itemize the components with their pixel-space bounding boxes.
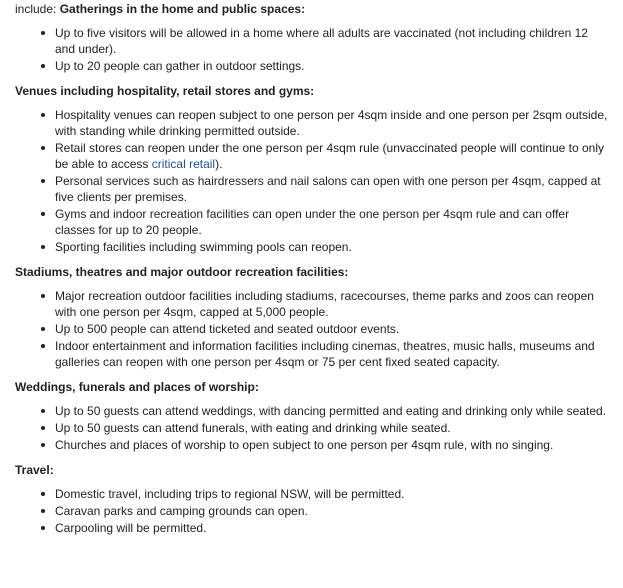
stadiums-heading: Stadiums, theatres and major outdoor recreation facilities: xyxy=(15,265,349,279)
list-item: Churches and places of worship to open subject to one person per 4sqm rule, with no singing. xyxy=(55,437,609,453)
critical-retail-link[interactable]: critical retail xyxy=(151,157,216,171)
list-item: Personal services such as hairdressers and nail salons can open with one person per 4sqm, capped at five clients per premises. xyxy=(55,173,609,205)
list-item: Gyms and indoor recreation facilities can open under the one person per 4sqm rule and can offer classes for up to 20 people. xyxy=(55,206,609,238)
venues-list xyxy=(15,107,609,255)
intro-line xyxy=(15,0,609,17)
list-item: Sporting facilities including swimming pools can reopen. xyxy=(55,239,609,255)
weddings-list xyxy=(15,403,609,453)
list-item: Up to 50 guests can attend funerals, with eating and drinking while seated. xyxy=(55,420,609,436)
list-item xyxy=(55,140,609,172)
list-item: Hospitality venues can reopen subject to one person per 4sqm inside and one person per 2sqm outside, with standing while drinking permitted outside. xyxy=(55,108,608,138)
gatherings-heading: Gatherings in the home and public spaces: xyxy=(59,2,306,16)
list-item: Indoor entertainment and information facilities including cinemas, theatres, music halls, museums and galleries can reopen with one person per 4sqm or 75 per cent fixed seated capacity. xyxy=(55,338,609,370)
list-item: Caravan parks and camping grounds can open. xyxy=(55,503,609,519)
gatherings-list xyxy=(15,25,609,74)
list-item: Major recreation outdoor facilities including stadiums, racecourses, theme parks and zoos can reopen with one person per 4sqm, capped at 5,000 people. xyxy=(55,288,609,320)
list-item: Up to 20 people can gather in outdoor settings. xyxy=(55,58,609,74)
intro-prefix: include: xyxy=(15,2,60,16)
list-item: Up to 50 guests can attend weddings, with dancing permitted and eating and drinking only while seated. xyxy=(55,403,609,419)
travel-list xyxy=(15,486,609,536)
list-item: Carpooling will be permitted. xyxy=(55,520,609,536)
travel-heading: Travel: xyxy=(15,463,54,477)
list-item: Domestic travel, including trips to regional NSW, will be permitted. xyxy=(55,486,609,502)
stadiums-list xyxy=(15,288,609,370)
list-item: Up to 500 people can attend ticketed and seated outdoor events. xyxy=(55,321,609,337)
weddings-heading: Weddings, funerals and places of worship: xyxy=(15,380,259,394)
list-item: Up to five visitors will be allowed in a home where all adults are vaccinated (not including children 12 and under). xyxy=(55,25,609,57)
retail-text-before: Retail stores can reopen under the one person per 4sqm rule (unvaccinated people will continue to only be able to access xyxy=(55,141,604,171)
venues-heading: Venues including hospitality, retail stores and gyms: xyxy=(15,84,315,98)
retail-text-after: ). xyxy=(215,157,223,171)
